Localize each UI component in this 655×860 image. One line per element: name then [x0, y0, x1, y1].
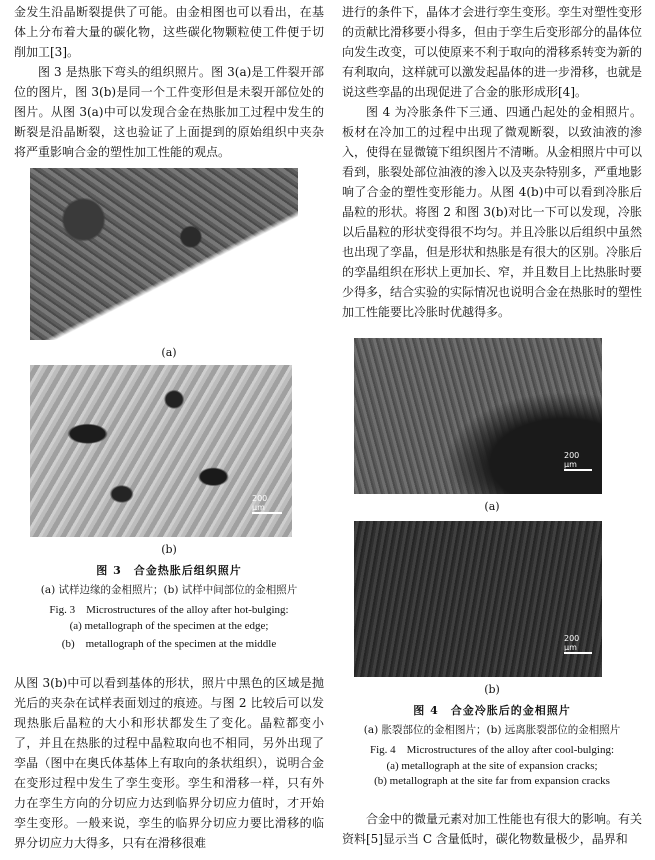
figure-4a-image: [354, 338, 602, 494]
figure-4b-scale-bar: 200 μm: [564, 634, 592, 655]
figure-3-subcaption-en-b: (b) metallograph of the specimen at the middle: [61, 638, 277, 650]
right-column: [342, 0, 642, 849]
figure-4-subcaption-en-b: (b) metallograph at the site far from expansion cracks: [374, 775, 610, 787]
figure-3b-label: (b): [161, 543, 177, 556]
figure-4b-image: [354, 521, 602, 677]
figure-3-caption-en: Fig. 3 Microstructures of the alloy after hot-bulging:: [49, 604, 289, 616]
figure-3a-scale-bar: 200 μm: [250, 297, 280, 318]
figure-4-subcaption-en-a: (a) metallograph at the site of expansion cracks;: [386, 760, 598, 772]
left-paragraph-3: 从图 3(b)中可以看到基体的形状，照片中黑色的区域是抛光后的夹杂在试样表面划过的痕迹。与图 2 比较后可以发现热胀后晶粒的大小和形状都发生了变化。晶粒都变小了，并且在热胀的过程中晶粒取向也不相同，另外出现了孪晶（图中在奥氏体基体上有取向的条状组织），说明合金在变形过程中发生了孪生变形。孪生和滑移一样，只有外力在孪生方向的分切应力达到临界分切应力值时，才开始孪生变形。一般来说，孪生的临界分切应力要比滑移的临界分切应力大得多，只有在滑移很难: [14, 676, 324, 850]
left-column: [14, 0, 324, 853]
figure-3-subcaption-en-a: (a) metallograph of the specimen at the edge;: [69, 620, 269, 632]
figure-3-caption-cn: 图 3 合金热胀后组织照片: [96, 564, 242, 577]
figure-4a-label: (a): [484, 500, 500, 513]
figure-3a-label: (a): [161, 346, 177, 359]
figure-3b-image: [30, 365, 292, 537]
right-paragraph-2: 图 4 为冷胀条件下三通、四通凸起处的金相照片。板材在冷加工的过程中出现了微观断裂，以致油液的渗入，使得在显微镜下组织图片不清晰。从金相照片中可以看到，胀裂处部位油液的渗入以及夹杂特别多，严重地影响了合金的塑性变形能力。从图 4(b)中可以看到冷胀后晶粒的形状。将图 2 和图 3(b)对比一下可以发现，冷胀以后晶粒的形状变得很不均匀。并且冷胀以后组织中虽然也出现了孪晶，但是形状和热胀是有很大的区别。冷胀后的孪晶组织在形状上更加长、窄，并且数目上比热胀时要少得多，结合实验的实际情况也说明合金在热胀时的塑性加工性能要比冷胀时优越得多。: [342, 105, 643, 319]
figure-4-caption-en: Fig. 4 Microstructures of the alloy after cool-bulging:: [369, 744, 615, 756]
figure-3-subcaption-cn: (a) 试样边缘的金相照片；(b) 试样中间部位的金相照片: [40, 584, 298, 596]
figure-4-caption-cn: 图 4 合金冷胀后的金相照片: [413, 704, 571, 717]
figure-3a-image: [30, 168, 298, 340]
figure-3b-scale-bar: 200 μm: [252, 494, 282, 515]
left-paragraph-1: 金发生沿晶断裂提供了可能。由金相图也可以看出，在基体上分布着大量的碳化物，这些碳化物颗粒使工件便于切削加工[3]。: [14, 5, 324, 59]
right-paragraph-1: 进行的条件下，晶体才会进行孪生变形。孪生对塑性变形的贡献比滑移要小得多，但由于孪生后变形部分的晶体位向发生改变，可以使原来不利于取向的滑移系转变为新的有利取向，这样就可以激发起晶体的进一步滑移，也就是说这些孪晶的出现促进了合金的胀形成形[4]。: [342, 5, 643, 99]
right-paragraph-3: 合金中的微量元素对加工性能也有很大的影响。有关资料[5]显示当 C 含量低时，碳化物数量极少，晶界和: [342, 812, 643, 846]
figure-4a-scale-bar: 200 μm: [564, 451, 592, 472]
figure-4-subcaption-cn: (a) 胀裂部位的金相图片；(b) 远离胀裂部位的金相照片: [363, 724, 621, 736]
left-paragraph-2: 图 3 是热胀下弯头的组织照片。图 3(a)是工件裂开部位的图片，图 3(b)是同一个工件变形但是未裂开部位处的图片。从图 3(a)中可以发现合金在热胀加工过程中发生的断裂是沿晶断裂，这也验证了上面提到的原始组织中夹杂将严重影响合金的塑性加工性能的观点。: [14, 65, 324, 159]
figure-4b-label: (b): [484, 683, 500, 696]
